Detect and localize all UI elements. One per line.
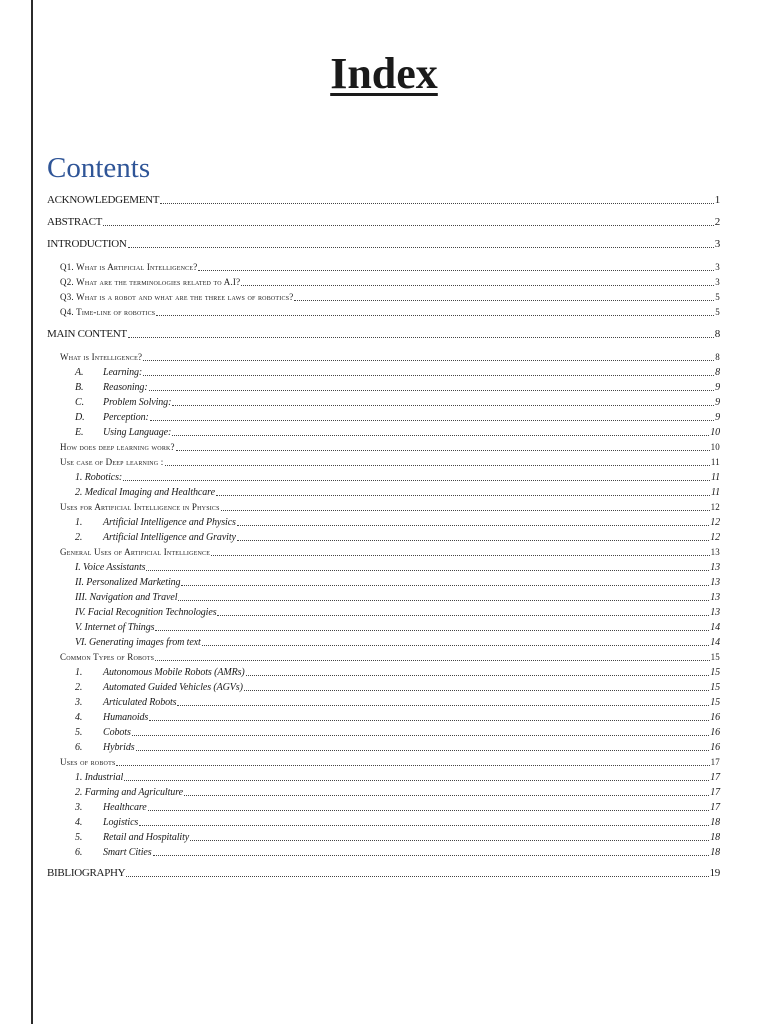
toc-page-number: 5 [715, 307, 720, 317]
toc-page-number: 18 [710, 832, 720, 843]
toc-entry-label: MAIN CONTENT [47, 328, 127, 340]
toc-entry-label: Uses of robots [60, 757, 116, 767]
toc-entry-q1-what-is-artificial-intelligence[interactable] [60, 260, 720, 274]
toc-entry-uses-for-artificial-intelligence-in-physics[interactable] [60, 500, 720, 514]
toc-page-number: 15 [710, 667, 720, 678]
toc-entry-label: I. Voice Assistants [75, 562, 146, 573]
dot-leader [136, 750, 710, 751]
toc-page-number: 13 [710, 607, 720, 618]
toc-entry-label: Learning: [103, 367, 143, 378]
toc-entry-number: 1. [75, 667, 83, 678]
dot-leader [155, 630, 709, 631]
toc-entry-label: II. Personalized Marketing [75, 577, 181, 588]
toc-page-number: 8 [715, 367, 720, 378]
dot-leader [143, 375, 714, 376]
dot-leader [211, 555, 709, 556]
toc-entry-uses-of-robots[interactable] [60, 755, 720, 769]
toc-entry-label: BIBLIOGRAPHY [47, 867, 126, 879]
toc-page-number: 8 [715, 352, 720, 362]
toc-page-number: 14 [710, 637, 720, 648]
toc-entry-articulated-robots[interactable] [75, 695, 720, 709]
toc-entry-label: Healthcare [103, 802, 147, 813]
toc-entry-smart-cities[interactable] [75, 845, 720, 859]
toc-entry-number: D. [75, 412, 85, 423]
toc-entry-iv-facial-recognition-technologies[interactable] [75, 605, 720, 619]
toc-page-number: 3 [715, 262, 720, 272]
toc-page-number: 17 [710, 757, 720, 767]
toc-entry-q4-time-line-of-robotics[interactable] [60, 305, 720, 319]
toc-entry-perception[interactable] [75, 410, 720, 424]
toc-entry-label: Reasoning: [103, 382, 148, 393]
dot-leader [221, 510, 710, 511]
toc-page-number: 12 [710, 517, 720, 528]
toc-entry-main-content[interactable] [47, 327, 720, 341]
toc-entry-2-farming-and-agriculture[interactable] [75, 785, 720, 799]
toc-entry-label: ACKNOWLEDGEMENT [47, 194, 160, 206]
dot-leader [165, 465, 710, 466]
toc-entry-label: IV. Facial Recognition Technologies [75, 607, 217, 618]
dot-leader [116, 765, 709, 766]
toc-entry-label: Use case of Deep learning : [60, 457, 164, 467]
toc-entry-iii-navigation-and-travel[interactable] [75, 590, 720, 604]
toc-entry-label: INTRODUCTION [47, 238, 127, 250]
dot-leader [153, 855, 710, 856]
toc-page-number: 2 [714, 216, 720, 228]
toc-entry-label: Artificial Intelligence and Physics [103, 517, 236, 528]
toc-entry-1-industrial[interactable] [75, 770, 720, 784]
dot-leader [155, 660, 709, 661]
toc-page-number: 12 [710, 502, 720, 512]
toc-entry-label: 1. Robotics: [75, 472, 123, 483]
toc-entry-1-robotics[interactable] [75, 470, 720, 484]
dot-leader [146, 570, 709, 571]
toc-page-number: 9 [715, 397, 720, 408]
toc-entry-what-is-intelligence[interactable] [60, 350, 720, 364]
toc-page-number: 16 [710, 712, 720, 723]
dot-leader [172, 435, 709, 436]
toc-page-number: 13 [710, 562, 720, 573]
dot-leader [294, 300, 714, 301]
dot-leader [149, 390, 715, 391]
toc-page-number: 5 [715, 292, 720, 302]
toc-page-number: 15 [710, 697, 720, 708]
toc-entry-label: Q4. Time-line of robotics [60, 307, 156, 317]
toc-page-number: 9 [715, 412, 720, 423]
toc-entry-number: 5. [75, 832, 83, 843]
dot-leader [139, 825, 709, 826]
dot-leader [160, 203, 714, 204]
toc-page-number: 9 [715, 382, 720, 393]
toc-entry-number: E. [75, 427, 84, 438]
toc-page-number: 1 [714, 194, 720, 206]
toc-entry-label: Logistics [103, 817, 139, 828]
toc-entry-number: 5. [75, 727, 83, 738]
toc-entry-number: 2. [75, 682, 83, 693]
toc-entry-label: What is Intelligence? [60, 352, 143, 362]
toc-entry-common-types-of-robots[interactable] [60, 650, 720, 664]
toc-entry-label: General Uses of Artificial Intelligence [60, 547, 211, 557]
toc-entry-using-language[interactable] [75, 425, 720, 439]
toc-entry-hybrids[interactable] [75, 740, 720, 754]
toc-entry-label: V. Internet of Things [75, 622, 155, 633]
toc-entry-autonomous-mobile-robots-amrs[interactable] [75, 665, 720, 679]
dot-leader [237, 525, 709, 526]
toc-entry-number: 6. [75, 847, 83, 858]
toc-entry-how-does-deep-learning-work[interactable] [60, 440, 720, 454]
dot-leader [237, 540, 709, 541]
toc-entry-number: 4. [75, 712, 83, 723]
toc-entry-label: How does deep learning work? [60, 442, 175, 452]
toc-entry-problem-solving[interactable] [75, 395, 720, 409]
toc-page-number: 8 [714, 328, 720, 340]
toc-entry-label: Q3. What is a robot and what are the three laws of robotics? [60, 292, 294, 302]
toc-page-number: 3 [715, 277, 720, 287]
toc-page-number: 15 [710, 652, 720, 662]
toc-page-number: 13 [710, 592, 720, 603]
toc-entry-bibliography[interactable] [47, 866, 720, 880]
toc-entry-learning[interactable] [75, 365, 720, 379]
toc-entry-number: 6. [75, 742, 83, 753]
toc-entry-label: Articulated Robots [103, 697, 177, 708]
dot-leader [103, 225, 714, 226]
toc-entry-automated-guided-vehicles-agvs[interactable] [75, 680, 720, 694]
toc-entry-label: Cobots [103, 727, 131, 738]
toc-entry-2-medical-imaging-and-healthcare[interactable] [75, 485, 720, 499]
dot-leader [184, 795, 709, 796]
toc-page-number: 17 [710, 802, 720, 813]
toc-page-number: 18 [710, 847, 720, 858]
toc-entry-label: 2. Farming and Agriculture [75, 787, 183, 798]
dot-leader [178, 600, 709, 601]
toc-entry-label: 2. Medical Imaging and Healthcare [75, 487, 215, 498]
toc-entry-healthcare[interactable] [75, 800, 720, 814]
toc-entry-label: Common Types of Robots [60, 652, 155, 662]
toc-page-number: 13 [710, 547, 720, 557]
dot-leader [148, 810, 710, 811]
toc-entry-label: Problem Solving: [103, 397, 172, 408]
toc-entry-number: B. [75, 382, 84, 393]
toc-entry-use-case-of-deep-learning[interactable] [60, 455, 720, 469]
toc-entry-introduction[interactable] [47, 237, 720, 251]
dot-leader [143, 360, 714, 361]
dot-leader [126, 876, 708, 877]
toc-entry-logistics[interactable] [75, 815, 720, 829]
toc-entry-label: Perception: [103, 412, 149, 423]
toc-entry-number: 3. [75, 697, 83, 708]
dot-leader [244, 690, 709, 691]
contents-heading: Contents [47, 152, 151, 184]
toc-page-number: 10 [710, 427, 720, 438]
toc-entry-number: C. [75, 397, 84, 408]
toc-page-number: 10 [710, 442, 720, 452]
toc-page-number: 12 [710, 532, 720, 543]
toc-page-number: 17 [710, 787, 720, 798]
toc-entry-humanoids[interactable] [75, 710, 720, 724]
toc-entry-number: 3. [75, 802, 83, 813]
toc-entry-number: 4. [75, 817, 83, 828]
dot-leader [241, 285, 714, 286]
toc-entry-label: Smart Cities [103, 847, 152, 858]
toc-entry-number: 1. [75, 517, 83, 528]
toc-entry-cobots[interactable] [75, 725, 720, 739]
toc-entry-q3-what-is-a-robot-and-what-are-the-three-laws-of-robotics[interactable] [60, 290, 720, 304]
toc-entry-label: VI. Generating images from text [75, 637, 201, 648]
dot-leader [149, 720, 709, 721]
toc-entry-label: Using Language: [103, 427, 172, 438]
toc-page-number: 15 [710, 682, 720, 693]
toc-entry-number: 2. [75, 532, 83, 543]
page-title: Index [330, 49, 438, 98]
dot-leader [150, 420, 714, 421]
toc-entry-i-voice-assistants[interactable] [75, 560, 720, 574]
dot-leader [216, 495, 710, 496]
toc-page-number: 11 [710, 487, 720, 498]
toc-entry-reasoning[interactable] [75, 380, 720, 394]
toc-page-number: 11 [710, 472, 720, 483]
toc-entry-label: 1. Industrial [75, 772, 124, 783]
toc-entry-general-uses-of-artificial-intelligence[interactable] [60, 545, 720, 559]
toc-entry-vi-generating-images-from-text[interactable] [75, 635, 720, 649]
toc-entry-q2-what-are-the-terminologies-related-to-a-i[interactable] [60, 275, 720, 289]
dot-leader [190, 840, 709, 841]
dot-leader [156, 315, 714, 316]
dot-leader [217, 615, 709, 616]
toc-page-number: 14 [710, 622, 720, 633]
toc-page-number: 18 [710, 817, 720, 828]
dot-leader [128, 337, 714, 338]
toc-page-number: 3 [714, 238, 720, 250]
toc-entry-label: III. Navigation and Travel [75, 592, 178, 603]
toc-entry-label: Humanoids [103, 712, 149, 723]
toc-entry-label: Q2. What are the terminologies related to A.I? [60, 277, 241, 287]
toc-entry-v-internet-of-things[interactable] [75, 620, 720, 634]
toc-entry-label: Retail and Hospitality [103, 832, 190, 843]
toc-page-number: 13 [710, 577, 720, 588]
dot-leader [172, 405, 714, 406]
toc-page-number: 11 [710, 457, 720, 467]
dot-leader [176, 450, 710, 451]
toc-entry-label: Automated Guided Vehicles (AGVs) [103, 682, 243, 693]
dot-leader [123, 480, 710, 481]
dot-leader [124, 780, 709, 781]
toc-page-number: 17 [710, 772, 720, 783]
toc-entry-ii-personalized-marketing[interactable] [75, 575, 720, 589]
toc-entry-retail-and-hospitality[interactable] [75, 830, 720, 844]
dot-leader [132, 735, 709, 736]
toc-entry-label: Uses for Artificial Intelligence in Physics [60, 502, 220, 512]
dot-leader [128, 247, 714, 248]
dot-leader [177, 705, 709, 706]
toc-entry-label: Hybrids [103, 742, 135, 753]
dot-leader [202, 645, 710, 646]
toc-entry-artificial-intelligence-and-physics[interactable] [75, 515, 720, 529]
dot-leader [181, 585, 709, 586]
toc-page-number: 16 [710, 742, 720, 753]
dot-leader [198, 270, 714, 271]
toc-entry-label: ABSTRACT [47, 216, 103, 228]
toc-page-number: 16 [710, 727, 720, 738]
toc-entry-number: A. [75, 367, 84, 378]
dot-leader [246, 675, 710, 676]
toc-entry-artificial-intelligence-and-gravity[interactable] [75, 530, 720, 544]
toc-entry-label: Q1. What is Artificial Intelligence? [60, 262, 198, 272]
toc-entry-label: Autonomous Mobile Robots (AMRs) [103, 667, 245, 678]
toc-entry-abstract[interactable] [47, 215, 720, 229]
toc-entry-label: Artificial Intelligence and Gravity [103, 532, 236, 543]
toc-entry-acknowledgement[interactable] [47, 193, 720, 207]
toc-page-number: 19 [709, 867, 720, 879]
